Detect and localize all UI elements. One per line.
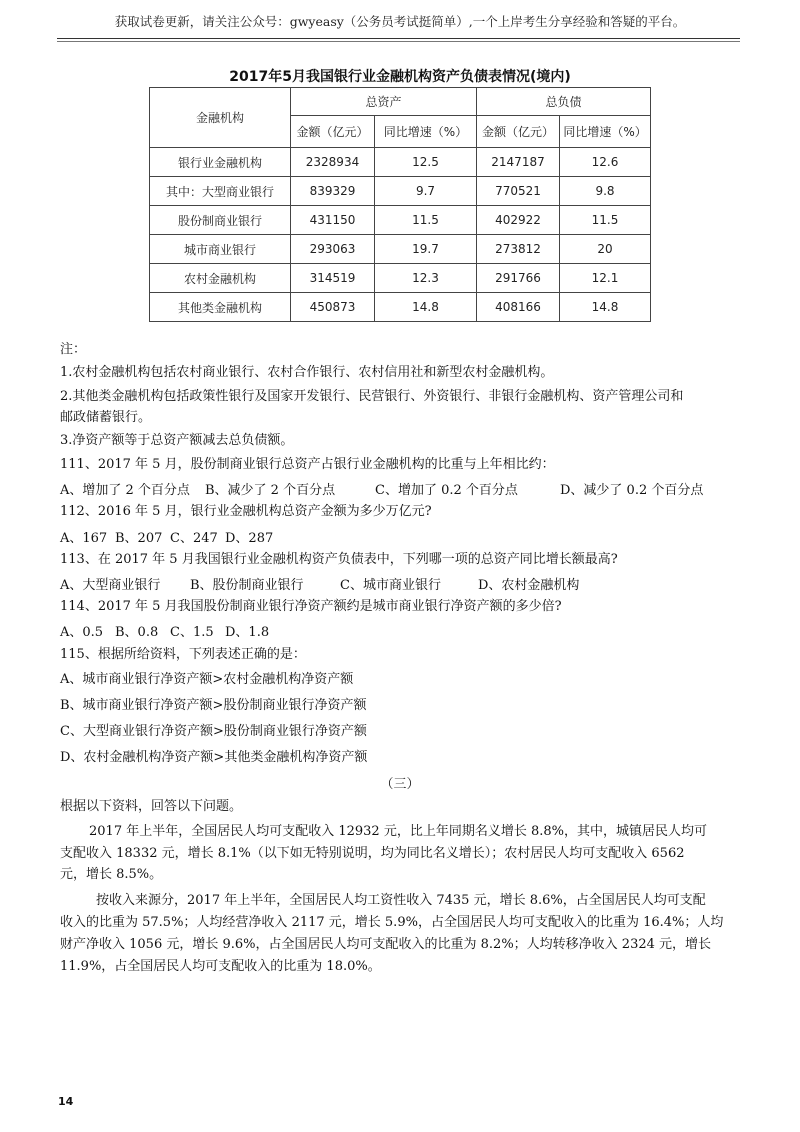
balance-sheet-table	[149, 87, 651, 322]
option-d[interactable]: D、减少了 0.2 个百分点	[560, 483, 704, 498]
note-1: 1.农村金融机构包括农村商业银行、农村合作银行、农村信用社和新型农村金融机构。	[60, 365, 554, 380]
question-111-stem: 111、2017 年 5 月，股份制商业银行总资产占银行业金融机构的比重与上年相比约：	[60, 457, 555, 472]
option-b[interactable]: B、股份制商业银行	[190, 578, 304, 593]
cell-institution: 其他类金融机构	[150, 293, 291, 322]
note-3: 3.净资产额等于总资产额减去总负债额。	[60, 433, 294, 448]
cell-assets: 431150	[291, 206, 375, 235]
question-112-options	[60, 527, 273, 546]
cell-liabilities: 2147187	[477, 148, 560, 177]
option-a[interactable]: A、0.5	[60, 625, 104, 640]
question-115-option-d[interactable]: D、农村金融机构净资产额>其他类金融机构净资产额	[60, 750, 368, 765]
question-115-option-b[interactable]: B、城市商业银行净资产额>股份制商业银行净资产额	[60, 698, 367, 713]
table-row	[150, 293, 651, 322]
option-b[interactable]: B、207	[115, 531, 163, 546]
paragraph-1-line-1: 2017 年上半年，全国居民人均可支配收入 12932 元，比上年同期名义增长 8.8%，其中，城镇居民人均可	[89, 824, 707, 839]
cell-assets: 293063	[291, 235, 375, 264]
cell-assets-growth: 12.5	[375, 148, 477, 177]
cell-liabilities-growth: 9.8	[560, 177, 651, 206]
cell-liabilities: 770521	[477, 177, 560, 206]
paragraph-2-line-1: 按收入来源分，2017 年上半年，全国居民人均工资性收入 7435 元，增长 8.6%，占全国居民人均可支配	[96, 893, 706, 908]
page-number: 14	[58, 1095, 74, 1108]
table-row	[150, 235, 651, 264]
cell-liabilities: 402922	[477, 206, 560, 235]
option-a[interactable]: A、167	[60, 531, 108, 546]
question-113-stem: 113、在 2017 年 5 月我国银行业金融机构资产负债表中，下列哪一项的总资产同比增长额最高?	[60, 552, 618, 567]
col-header-assets-amount: 金额（亿元）	[291, 116, 375, 148]
col-header-total-liabilities: 总负债	[477, 88, 651, 116]
cell-liabilities-growth: 12.1	[560, 264, 651, 293]
table-title: 2017年5月我国银行业金融机构资产负债表情况(境内)	[229, 69, 571, 85]
cell-liabilities-growth: 11.5	[560, 206, 651, 235]
cell-liabilities-growth: 14.8	[560, 293, 651, 322]
section-marker: （三）	[380, 777, 420, 792]
option-c[interactable]: C、增加了 0.2 个百分点	[375, 483, 518, 498]
table-row	[150, 177, 651, 206]
question-114-stem: 114、2017 年 5 月我国股份制商业银行净资产额约是城市商业银行净资产额的多少倍?	[60, 599, 562, 614]
cell-assets-growth: 11.5	[375, 206, 477, 235]
note-2-line-2: 邮政储蓄银行。	[60, 410, 152, 425]
col-header-assets-growth: 同比增速（%）	[375, 116, 477, 148]
table-row	[150, 264, 651, 293]
header-rule-secondary	[57, 41, 740, 42]
col-header-institution: 金融机构	[150, 88, 291, 148]
table-row	[150, 148, 651, 177]
cell-institution: 农村金融机构	[150, 264, 291, 293]
paragraph-2-line-2: 收入的比重为 57.5%；人均经营净收入 2117 元，增长 5.9%，占全国居民人均可支配收入的比重为 16.4%；人均	[60, 915, 724, 930]
paragraph-2-line-4: 11.9%，占全国居民人均可支配收入的比重为 18.0%。	[60, 959, 381, 974]
header-rule	[57, 38, 740, 39]
cell-assets-growth: 14.8	[375, 293, 477, 322]
table-row	[150, 206, 651, 235]
notes-label: 注：	[60, 342, 87, 357]
col-header-liab-growth: 同比增速（%）	[560, 116, 651, 148]
cell-assets: 839329	[291, 177, 375, 206]
question-115-option-c[interactable]: C、大型商业银行净资产额>股份制商业银行净资产额	[60, 724, 367, 739]
col-header-liab-amount: 金额（亿元）	[477, 116, 560, 148]
option-a[interactable]: A、增加了 2 个百分点	[60, 483, 190, 498]
section-intro: 根据以下资料，回答以下问题。	[60, 799, 243, 814]
option-d[interactable]: D、农村金融机构	[478, 578, 580, 593]
table-header-row-1	[150, 88, 651, 116]
cell-assets: 314519	[291, 264, 375, 293]
cell-assets-growth: 12.3	[375, 264, 477, 293]
paragraph-1-line-2: 支配收入 18332 元，增长 8.1%（以下如无特别说明，均为同比名义增长）；农村居民人均可支配收入 6562	[60, 846, 685, 861]
cell-institution: 股份制商业银行	[150, 206, 291, 235]
option-d[interactable]: D、1.8	[225, 625, 270, 640]
cell-liabilities: 291766	[477, 264, 560, 293]
page-header: 获取试卷更新，请关注公众号：gwyeasy（公务员考试挺简单）,一个上岸考生分享经验和答疑的平台。	[114, 14, 686, 29]
note-2-line-1: 2.其他类金融机构包括政策性银行及国家开发银行、民营银行、外资银行、非银行金融机构、资产管理公司和	[60, 389, 684, 404]
cell-liabilities-growth: 12.6	[560, 148, 651, 177]
cell-liabilities-growth: 20	[560, 235, 651, 264]
option-d[interactable]: D、287	[225, 531, 274, 546]
paragraph-1-line-3: 元，增长 8.5%。	[60, 867, 163, 882]
cell-institution: 银行业金融机构	[150, 148, 291, 177]
cell-assets: 2328934	[291, 148, 375, 177]
question-113-options	[60, 574, 579, 593]
option-b[interactable]: B、0.8	[115, 625, 159, 640]
question-115-option-a[interactable]: A、城市商业银行净资产额>农村金融机构净资产额	[60, 672, 354, 687]
question-114-options	[60, 621, 269, 640]
question-112-stem: 112、2016 年 5 月，银行业金融机构总资产金额为多少万亿元?	[60, 504, 432, 519]
option-c[interactable]: C、1.5	[170, 625, 214, 640]
cell-assets-growth: 19.7	[375, 235, 477, 264]
question-111-options	[60, 479, 703, 498]
question-115-stem: 115、根据所给资料，下列表述正确的是：	[60, 647, 306, 662]
paragraph-2-line-3: 财产净收入 1056 元，增长 9.6%，占全国居民人均可支配收入的比重为 8.2%；人均转移净收入 2324 元，增长	[60, 937, 712, 952]
option-b[interactable]: B、减少了 2 个百分点	[205, 483, 336, 498]
option-a[interactable]: A、大型商业银行	[60, 578, 161, 593]
option-c[interactable]: C、247	[170, 531, 218, 546]
col-header-total-assets: 总资产	[291, 88, 477, 116]
cell-institution: 其中：大型商业银行	[150, 177, 291, 206]
cell-assets-growth: 9.7	[375, 177, 477, 206]
cell-institution: 城市商业银行	[150, 235, 291, 264]
cell-liabilities: 273812	[477, 235, 560, 264]
cell-liabilities: 408166	[477, 293, 560, 322]
cell-assets: 450873	[291, 293, 375, 322]
option-c[interactable]: C、城市商业银行	[340, 578, 441, 593]
